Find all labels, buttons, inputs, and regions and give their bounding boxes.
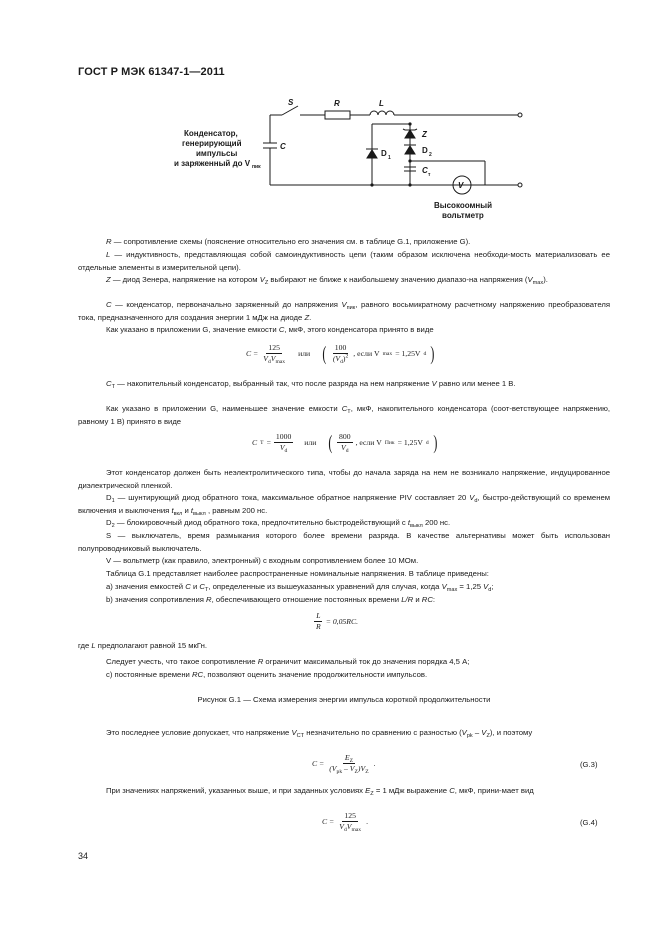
- label-z: Z: [422, 130, 427, 139]
- voltmeter-label-1: Высокоомный: [434, 201, 493, 210]
- label-d1-sub: 1: [388, 155, 391, 161]
- label-r: R: [334, 99, 340, 108]
- cap-label-sub: пик: [252, 164, 261, 170]
- label-c: C: [280, 142, 286, 151]
- para-list-c: c) постоянные времени RC, позволяют оценить значение продолжительности импульсов.: [106, 670, 428, 679]
- label-ct: C: [422, 166, 428, 175]
- cap-label-line-3: импульсы: [196, 149, 238, 158]
- figure-caption: Рисунок G.1 — Схема измерения энергии импульса короткой продолжительности: [197, 695, 491, 704]
- label-ct-sub: т: [428, 172, 431, 178]
- para-c-annex: Как указано в приложении G, значение емкости C, мкФ, этого конденсатора принято в виде: [106, 325, 434, 334]
- label-l: L: [379, 99, 384, 108]
- para-r-note: Следует учесть, что такое сопротивление R ограничит максимальный ток до значения порядка 4,5 А;: [106, 657, 470, 666]
- equation-lr: $\frac{L}{R}$ = 0,05RC.: [316, 611, 359, 631]
- label-d2: D: [422, 146, 428, 155]
- para-ct: $C_T$ — накопительный конденсатор, выбранный так, что после разряда на нем напряжение V равно или менее 1 В.: [106, 379, 516, 390]
- document-header: ГОСТ Р МЭК 61347-1—2011: [78, 66, 225, 78]
- para-l-value: где L предполагают равной 15 мкГн.: [78, 641, 208, 650]
- para-ez: При значениях напряжений, указанных выше, и при заданных условиях $E_Z = 1$ мДж выражение C, мкФ, прини-мает вид: [106, 786, 534, 797]
- para-z: Z — диод Зенера, напряжение на котором $V_Z$ выбирают не ближе к наибольшему значению диапазо-на напряжения $(V_{max})$.: [106, 275, 548, 286]
- cap-label-line-1: Конденсатор,: [184, 129, 238, 138]
- label-d2-sub: 2: [429, 152, 432, 158]
- para-list-a: a) значения емкостей C и $C_T$, определенные из вышеуказанных уравнений для случая, когда $V_{max} = 1,25$ $V_d$;: [106, 582, 494, 593]
- para-s: S — выключатель, время размыкания которого более времени разряда. В качестве альтернативы может быть использован полупроводниковый выключатель.: [78, 531, 610, 553]
- para-d1: $D_1$ — шунтирующий диод обратного тока, максимальное обратное напряжение PIV составляет 20 $V_d$, быстро-действующий со временем включения и выключения $t_{вкл}$ и $t_{выкл}$ , равным 200 нс.: [78, 493, 611, 517]
- para-c: C — конденсатор, первоначально заряженный до напряжения $V_{пик}$, равного восьмикратному расчетному напряжению преобразователя тока, предназначенного для создания энергии 1 мДж на диоде Z.: [78, 300, 610, 322]
- label-d1: D: [381, 149, 387, 158]
- voltmeter-label-2: вольтметр: [442, 211, 484, 220]
- equation-number-g4: (G.4): [580, 818, 598, 827]
- para-ct-annex: Как указано в приложении G, наименьшее значение емкости $C_T$, мкФ, накопительного конденсатора (соот-ветствующее напряжению, равному 1 В) принято в виде: [78, 404, 610, 426]
- para-l: L — индуктивность, представляющая собой самоиндуктивность цепи (таким образом исключена необходи-мость материализовать ее отдельные элементы в измерительной цепи).: [78, 250, 610, 272]
- para-vct: Это последнее условие допускает, что напряжение $V_{CT}$ незначительно по сравнению с разностью $(V_{pk} - V_Z)$, и поэтому: [106, 728, 533, 739]
- para-r: R — сопротивление схемы (пояснение относительно его значения см. в таблице G.1, приложение G).: [106, 237, 471, 246]
- para-d2: $D_2$ — блокировочный диод обратного тока, предпочтительно быстродействующий с $t_{выкл}$ 200 нс.: [106, 518, 451, 529]
- equation-ct: C T = $\frac{1000}{V_d}$ или ( $\frac{800}{V_d}$ , если V Пик = 1,25V d ): [252, 431, 438, 454]
- cap-label-line-4: и заряженный до V: [174, 159, 251, 168]
- circuit-diagram: [170, 88, 540, 228]
- equation-c: C = $\frac{125}{V_dV_{max}}$ или ( $\frac{100}{(V_d)^2}$ , если V max = 1,25V d ): [246, 342, 435, 365]
- equation-g4: C = $\frac{125}{V_dV_{max}}$ .: [322, 811, 369, 833]
- equation-number-g3: (G.3): [580, 760, 598, 769]
- label-s: S: [288, 98, 294, 107]
- para-list-b: b) значения сопротивления R, обеспечивающего отношение постоянных времени L/R и RC:: [106, 595, 436, 604]
- cap-label-line-2: генерирующий: [182, 139, 242, 148]
- para-v: V — вольтметр (как правило, электронный) с входным сопротивлением более 10 МОм.: [106, 556, 419, 565]
- voltmeter-symbol: V: [458, 181, 464, 190]
- para-table: Таблица G.1 представляет наиболее распространенные номинальные напряжения. В таблице приведены:: [106, 569, 489, 578]
- equation-g3: C = $\frac{E_Z}{(V_{pk} - V_Z)V_Z}$ .: [312, 753, 376, 775]
- page-number: 34: [78, 851, 89, 861]
- para-dielectric: Этот конденсатор должен быть неэлектролитического типа, чтобы до начала заряда на нем не возникало напряжение, индуцированное диэлектрической пленкой.: [78, 468, 610, 490]
